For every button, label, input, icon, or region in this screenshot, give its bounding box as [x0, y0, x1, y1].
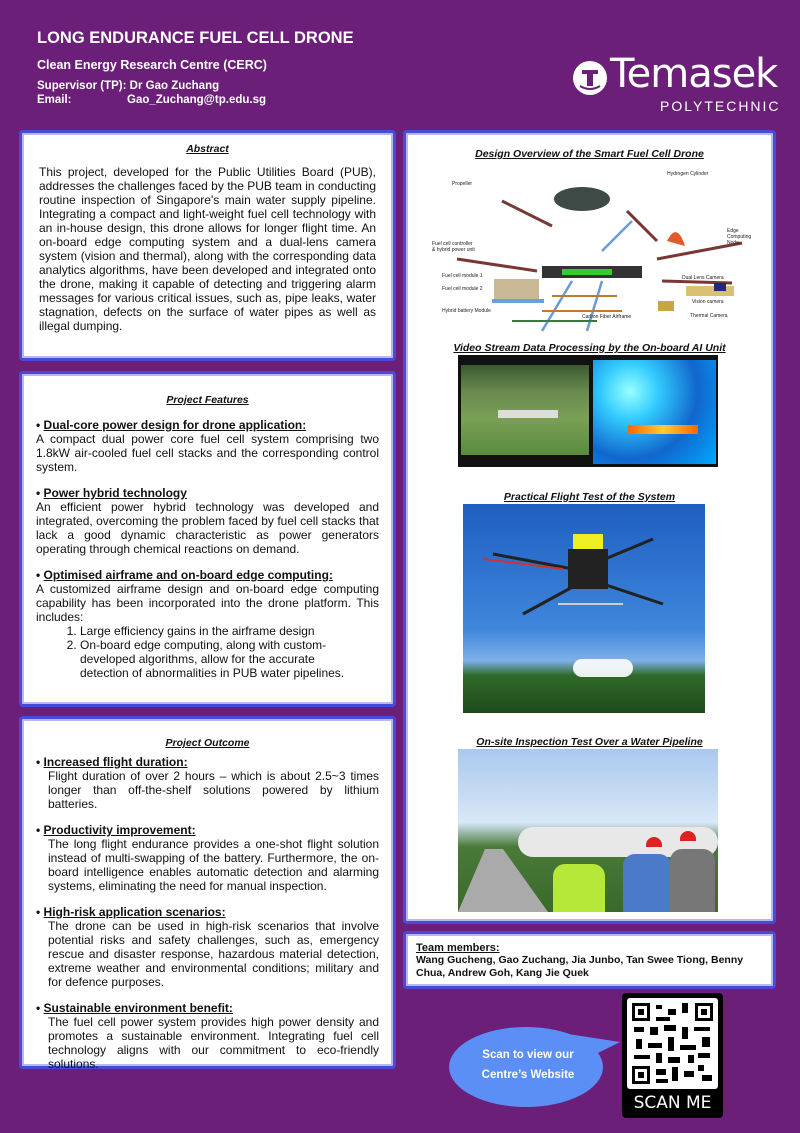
feature-list-item: 2. On-board edge computing, along with custom-developed algorithms, allow for the accurate detection of abnormalities in PUB water pipelines.: [80, 638, 359, 680]
video-figure-title: Video Stream Data Processing by the On-board AI Unit: [453, 342, 726, 354]
feature-item: • Dual-core power design for drone application: A compact dual power core fuel cell system comprising two 1.8kW air-cooled fuel cell stacks and the corresponding control system.: [36, 418, 379, 474]
design-figure-title: Design Overview of the Smart Fuel Cell Drone: [475, 148, 704, 160]
logo-text: Temasek: [610, 51, 778, 97]
feature-text: An efficient power hybrid technology was developed and integrated, overcoming the problem faced by fuel cell stacks that lack a good dynamic characteristic as power generators operating through chemical reactions on demand.: [36, 500, 379, 556]
outcome-heading: Increased flight duration:: [43, 755, 188, 769]
feature-item: • Optimised airframe and on-board edge computing: A customized airframe design and on-board edge computing capability has been incorporated into the drone platform. This includes:: [36, 568, 379, 624]
outcome-item: • High-risk application scenarios: The drone can be used in high-risk scenarios that involve potential risks and safety challenges, such as, emergency rescue and disaster response, hazardous material detection, extreme weather and environmental conditions; military and for defence purposes.: [36, 905, 379, 989]
outcome-title: Project Outcome: [165, 737, 250, 749]
team-title: Team members:: [416, 942, 500, 954]
diagram-label: Carbon Fiber Airframe: [582, 314, 632, 320]
outcome-item: • Increased flight duration: Flight duration of over 2 hours – which is about 2.5~3 times longer than off-the-shelf solutions powered by lithium batteries.: [36, 755, 379, 811]
flight-test-photo: [463, 504, 705, 713]
abstract-title: Abstract: [186, 143, 229, 155]
supervisor-label: Supervisor (TP):: [37, 80, 127, 92]
diagram-label: Propeller: [452, 181, 473, 187]
supervisor: [37, 80, 219, 92]
outcome-text: The fuel cell power system provides high power density and promotes a sustainable environment. Integrating fuel cell technology aligns with our commitment to eco-friendly solutions.: [48, 1015, 379, 1071]
feature-heading: Dual-core power design for drone application:: [43, 418, 307, 432]
abstract-text: This project, developed for the Public Utilities Board (PUB), addresses the challenges faced by the PUB team in conducting routine inspection of Singapore's main water supply pipeline. Integrating a compact and light-weight fuel cell technology with an in-house design, this drone allows for longer flight time. An on-board edge computing system and a dual-lens camera system (vision and thermal), along with the corresponding data analytics algorithms, have been developed and integrated onto the drone, making it capable of detecting and triggering alarm messages for various critical issues, such as, pipe leaks, water stagnation, defects on the surface of water pipes as well as illegal dumping.: [39, 165, 376, 333]
outcome-item: • Productivity improvement: The long flight endurance provides a one-shot flight solution instead of multi-swapping of the battery. Furthermore, the on-board intelligence enables automatic detection and alarming systems, eliminating the need for manual inspection.: [36, 823, 379, 893]
temasek-logo: [570, 51, 781, 115]
team-members: Wang Gucheng, Gao Zuchang, Jia Junbo, Tan Swee Tiong, Benny Chua, Andrew Goh, Kang Jie Quek: [416, 954, 744, 979]
feature-item: • Power hybrid technology An efficient power hybrid technology was developed and integrated, overcoming the problem faced by fuel cell stacks that lack a good dynamic characteristic as power generators operating through chemical reactions on demand.: [36, 486, 379, 556]
feature-list: [36, 624, 379, 680]
outcome-box: [19, 716, 396, 1069]
qr-pattern-icon: [632, 1003, 713, 1084]
diagram-label: Fuel cell module 1: [442, 273, 483, 279]
outcome-heading: High-risk application scenarios:: [43, 905, 226, 919]
team-box: [403, 931, 776, 989]
features-box: [19, 371, 396, 707]
flight-figure-title: Practical Flight Test of the System: [503, 491, 676, 503]
qr-code[interactable]: [622, 993, 723, 1118]
inspection-figure-title: On-site Inspection Test Over a Water Pipeline: [476, 736, 703, 748]
bubble-line: Scan to view our: [482, 1049, 574, 1061]
diagram-label: Dual Lens Camera: [682, 275, 724, 281]
email: [37, 94, 266, 106]
outcome-text: The drone can be used in high-risk scenarios that involve potential risks and safety challenges, such as, emergency rescue and disaster response, hazardous material detection, extreme weather and environmental conditions; military and for defence purposes.: [48, 919, 379, 989]
bubble-text: [458, 1045, 598, 1085]
scan-me-label: SCAN ME: [633, 1093, 712, 1113]
diagram-label: Fuel cell controller & hybrid power unit: [432, 241, 475, 253]
outcome-text: The long flight endurance provides a one-shot flight solution instead of multi-swapping of the battery. Furthermore, the on-board intelligence enables automatic detection and alarming systems, eliminating the need for manual inspection.: [48, 837, 379, 893]
diagram-label: Hydrogen Cylinder: [667, 171, 709, 177]
feature-list-item: 1. Large efficiency gains in the airframe design: [80, 624, 359, 638]
logo-emblem-icon: [572, 60, 608, 96]
feature-text: A compact dual power core fuel cell system comprising two 1.8kW air-cooled fuel cell stacks and the corresponding control system.: [36, 432, 379, 474]
diagram-label: Edge Computing Node: [727, 228, 752, 246]
video-processing-image: [458, 355, 718, 467]
diagram-label: Fuel cell module 2: [442, 286, 483, 292]
outcome-heading: Productivity improvement:: [43, 823, 196, 837]
supervisor-name: Dr Gao Zuchang: [129, 80, 220, 92]
inspection-test-photo: [458, 749, 718, 912]
diagram-label: Hybrid battery Module: [442, 308, 491, 314]
feature-text: A customized airframe design and on-board edge computing capability has been incorporated into the drone platform. This includes:: [36, 582, 379, 624]
feature-heading: Optimised airframe and on-board edge computing:: [43, 568, 333, 582]
logo-subtext: POLYTECHNIC: [660, 98, 781, 114]
outcome-heading: Sustainable environment benefit:: [43, 1001, 233, 1015]
diagram-label: Vision camera: [692, 299, 724, 305]
figures-box: [403, 130, 776, 924]
outcome-item: • Sustainable environment benefit: The fuel cell power system provides high power density and promotes a sustainable environment. Integrating fuel cell technology aligns with our commitment to eco-friendly solutions.: [36, 1001, 379, 1071]
features-title: Project Features: [166, 394, 249, 406]
email-address: Gao_Zuchang@tp.edu.sg: [127, 94, 266, 106]
poster-title: LONG ENDURANCE FUEL CELL DRONE: [37, 29, 354, 47]
centre-name: Clean Energy Research Centre (CERC): [37, 58, 267, 72]
bubble-line: Centre’s Website: [481, 1069, 575, 1081]
email-label: Email:: [37, 94, 72, 106]
diagram-label: Thermal Camera: [690, 313, 728, 319]
abstract-box: [19, 130, 396, 361]
feature-heading: Power hybrid technology: [43, 486, 187, 500]
outcome-text: Flight duration of over 2 hours – which is about 2.5~3 times longer than off-the-shelf solutions powered by lithium batteries.: [48, 769, 379, 811]
drone-design-diagram: [432, 171, 762, 323]
